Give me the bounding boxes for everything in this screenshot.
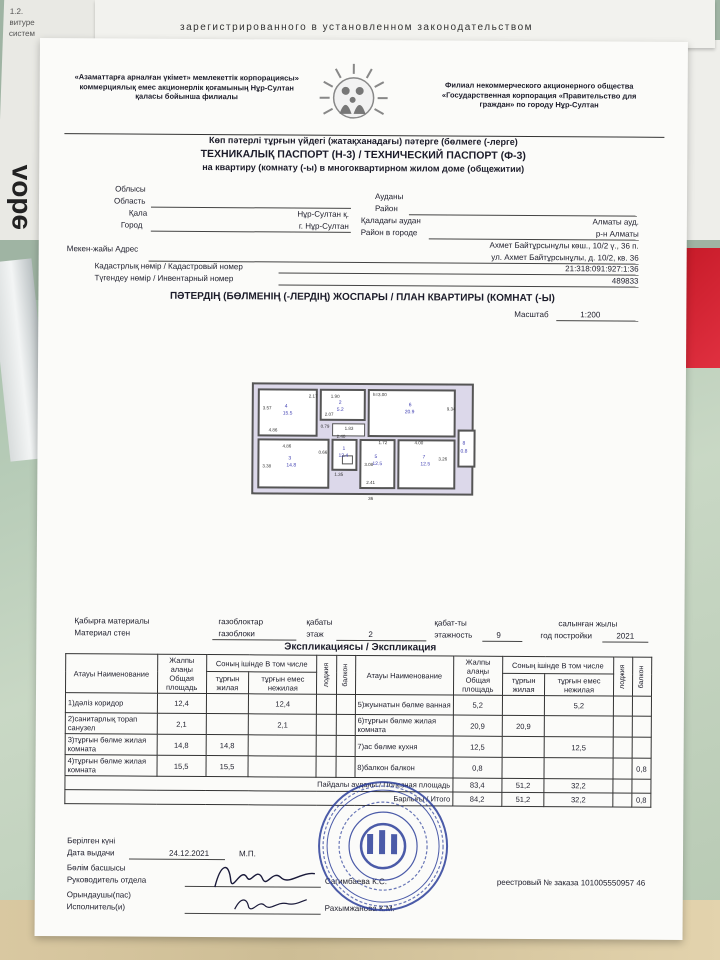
kala-label: Қала xyxy=(128,208,148,218)
mp-label: М.П. xyxy=(238,849,256,859)
floor-value: 2 xyxy=(368,630,373,640)
issued-date-value: 24.12.2021 xyxy=(168,848,210,859)
col-loggia-header: лоджия xyxy=(613,657,632,696)
plan-room-area: 5.2 xyxy=(336,406,344,413)
col-name-header: Атауы Наименование xyxy=(66,654,158,694)
col-nonliving-header: тұрғын емес нежилая xyxy=(545,674,613,696)
col-balcony-header: балкон xyxy=(632,657,651,696)
wall-material-ru-value: газоблоки xyxy=(218,629,255,639)
exec-ru-label: Исполнитель(и) xyxy=(66,902,126,912)
title-line-kz: Көп пәтерлі тұрғын үйдегі (жатақханадағы) пәтерге (бөлмеге (-лерге) xyxy=(208,135,518,147)
col-nonliving-header: тұрғын емес нежилая xyxy=(249,672,317,694)
plan-dim-label: 3.38 xyxy=(262,463,272,469)
plan-room-number: 7 xyxy=(422,454,426,461)
head-signature xyxy=(211,857,321,894)
year-kz-label: салынған жылы xyxy=(558,619,618,629)
col-balcony-header: балкон xyxy=(336,655,355,694)
plan-dim-label: 1.83 xyxy=(344,425,354,431)
registry-number: реестровый № заказа 101005550957 46 xyxy=(496,877,646,888)
col-loggia-header: лоджия xyxy=(317,655,336,694)
address-ru-value: ул. Ахмет Байтұрсынұлы, д. 10/2, кв. 36 xyxy=(491,252,639,263)
exec-kz-label: Орындаушы(пас) xyxy=(66,890,131,900)
head-kz-label: Бөлім басшысы xyxy=(66,863,126,873)
plan-room-area: 15.5 xyxy=(282,410,293,417)
col-living-header: тұрғын жилая xyxy=(206,672,249,694)
address-kz-value: Ахмет Байтұрсынұлы көш., 10/2 ү., 36 п. xyxy=(489,240,639,251)
table-useful-area-row: Пайдалы ауданы / Полезная площадь 83,4 51,2 32,2 xyxy=(65,776,651,794)
gorod-label: Город xyxy=(120,220,143,230)
explication-title: Экспликациясы / Экспликация xyxy=(284,641,437,654)
col-including-header: Соның ішінде В том числе xyxy=(502,656,613,674)
year-ru-label: год постройки xyxy=(540,631,593,641)
plan-dim-label: 1.35 xyxy=(334,471,344,477)
table-row: 3)тұрғын бөлме жилая комната 14,8 14,8 7)ас бөлме кухня 12,5 12,5 xyxy=(65,734,651,759)
scale-line xyxy=(556,320,638,322)
wall-material-kz-label: Қабырға материалы xyxy=(74,616,150,626)
underlying-document-text: зарегистрированного в установленном законодательством xyxy=(180,22,534,33)
title-line-main: ТЕХНИКАЛЫҚ ПАСПОРТ (Н-3) / ТЕХНИЧЕСКИЙ ПАСПОРТ (Ф-3) xyxy=(200,147,526,162)
cadastral-value: 21:318:091:927:1:36 xyxy=(565,264,639,274)
kala-value: Нұр-Султан қ. xyxy=(297,209,349,219)
plan-room-area: 0.8 xyxy=(460,448,468,455)
official-stamp-seal xyxy=(313,776,454,917)
head-name: Сагимбаева К.С. xyxy=(324,876,388,887)
plan-dim-label: 2.40 xyxy=(336,433,346,439)
raion-label: Район xyxy=(374,204,398,214)
plan-room-number: 6 xyxy=(408,402,412,409)
plan-title: ПӘТЕРДІҢ (БӨЛМЕНІҢ (-ЛЕРДІҢ) ЖОСПАРЫ / ПЛАН КВАРТИРЫ (КОМНАТ (-Ы) xyxy=(169,290,555,305)
table-row: 2)санитарлық торап санузел 2,1 2,1 6)тұрғын бөлме жилая комната 20,9 20,9 xyxy=(65,713,651,738)
wall-material-kz-value: газоблоктар xyxy=(218,617,264,627)
inventory-value: 489833 xyxy=(611,276,639,286)
col-total-header: Жалпы алаңы Общая площадь xyxy=(157,654,206,693)
kalada-audan-value: Алматы ауд. xyxy=(592,217,639,227)
col-name-header: Атауы Наименование xyxy=(355,655,453,695)
plan-dim-label: 2.07 xyxy=(324,411,334,417)
audany-label: Ауданы xyxy=(375,192,404,202)
plan-apartment-number: 36 xyxy=(368,496,374,502)
plan-room-number: 8 xyxy=(462,440,466,447)
plan-room-number: 2 xyxy=(338,399,342,406)
col-including-header: Соның ішінде В том числе xyxy=(206,655,317,673)
technical-passport-document xyxy=(35,38,688,940)
scale-label: Масштаб xyxy=(514,309,549,320)
inventory-label: Түгендеу нөмір / Инвентарный номер xyxy=(94,273,234,284)
floors-ru-label: этажность xyxy=(434,630,473,640)
gorod-line xyxy=(151,231,351,233)
plan-room-area: 14.8 xyxy=(286,462,297,469)
plan-dim-label: 1.90 xyxy=(330,393,340,399)
apartment-floor-plan xyxy=(250,381,486,502)
table-row: 1)дәліз коридор 12,4 12,4 5)жуынатын бөлме ванная 5,2 5,2 xyxy=(65,693,651,717)
plan-dim-label: 0.66 xyxy=(318,449,328,455)
cadastral-label: Кадастрлық нөмір / Кадастровый номер xyxy=(94,261,243,272)
head-ru-label: Руководитель отдела xyxy=(66,875,147,885)
plan-dim-label: 2.17 xyxy=(308,393,318,399)
gov-corporation-logo-icon xyxy=(315,60,391,130)
plan-room-number: 5 xyxy=(374,454,378,461)
floor-ru-label: этаж xyxy=(306,629,324,639)
table-row: 4)тұрғын бөлме жилая комната 15,5 15,5 8)балкон балкон 0,8 0,8 xyxy=(65,755,651,780)
plan-dim-label: 0.79 xyxy=(320,423,330,429)
plan-dim-label: 3.08 xyxy=(364,461,374,468)
address-label: Мекен-жайы Адрес xyxy=(66,244,139,254)
plan-room-number: 4 xyxy=(284,403,288,410)
oblast-label: Область xyxy=(113,196,146,206)
title-line-ru: на квартиру (комнату (-ы) в многоквартирном жилом доме (общежитии) xyxy=(202,161,525,174)
plan-room-area: 20.9 xyxy=(404,409,415,416)
plan-dim-label: 4.00 xyxy=(414,440,424,446)
issued-ru-label: Дата выдачи xyxy=(66,848,115,858)
plan-room-number: 1 xyxy=(342,445,346,452)
table-total-row: Барлығы / Итого 84,2 51,2 32,2 0,8 xyxy=(65,790,651,808)
plan-dim-label: 4.86 xyxy=(282,443,292,449)
floors-kz-label: қабат-ты xyxy=(434,618,467,628)
plan-dim-label: 3.26 xyxy=(438,456,448,462)
plan-room-number: 3 xyxy=(288,455,292,462)
raion-v-gorode-label: Район в городе xyxy=(360,227,418,238)
plan-dim-label: 2.41 xyxy=(366,480,376,486)
plan-dim-label: 3.57 xyxy=(262,405,272,411)
scale-value: 1:200 xyxy=(580,310,601,320)
plan-room-area: 12.4 xyxy=(338,452,349,459)
gorod-value: г. Нұр-Султан xyxy=(298,221,349,231)
plan-dim-label: 4.86 xyxy=(268,427,278,433)
year-value: 2021 xyxy=(616,631,635,641)
kalada-audan-label: Қаладағы аудан xyxy=(360,215,421,226)
raion-v-gorode-value: р-н Алматы xyxy=(595,229,639,239)
plan-room-area: 12.5 xyxy=(372,461,383,468)
wall-material-ru-label: Материал стен xyxy=(74,628,131,638)
plan-room-area: 12.5 xyxy=(420,461,431,468)
issued-kz-label: Берілген күні xyxy=(67,836,116,846)
plan-dim-label: 9.34 xyxy=(446,406,456,412)
header-right-org: Филиал некоммерческого акционерного общества «Государственная корпорация «Правительство для граждан» по городу Нұр-Султан xyxy=(441,80,637,110)
exec-signature xyxy=(231,891,311,915)
header-left-org: «Азаматтарға арналған үкімет» мемлекеттік корпорациясы» коммерциялық емес акционерлік қоғамының Нұр-Султан қаласы бойынша филиалы xyxy=(74,72,299,102)
floors-value: 9 xyxy=(496,630,501,640)
plan-dim-label: h=3.00 xyxy=(372,392,387,398)
col-total-header: Жалпы алаңы Общая площадь xyxy=(453,656,502,695)
col-living-header: тұрғын жилая xyxy=(502,674,545,696)
plan-dim-label: 1.72 xyxy=(378,440,388,446)
floor-kz-label: қабаты xyxy=(306,617,333,627)
oblys-label: Облысы xyxy=(115,184,146,194)
left-scrap-text: 1.2. витуре систем xyxy=(8,7,36,38)
left-dark-text: ɘdoʌ xyxy=(2,164,33,230)
table-header-row xyxy=(66,654,652,675)
exec-name: Рахымжанова К.М. xyxy=(324,903,395,914)
